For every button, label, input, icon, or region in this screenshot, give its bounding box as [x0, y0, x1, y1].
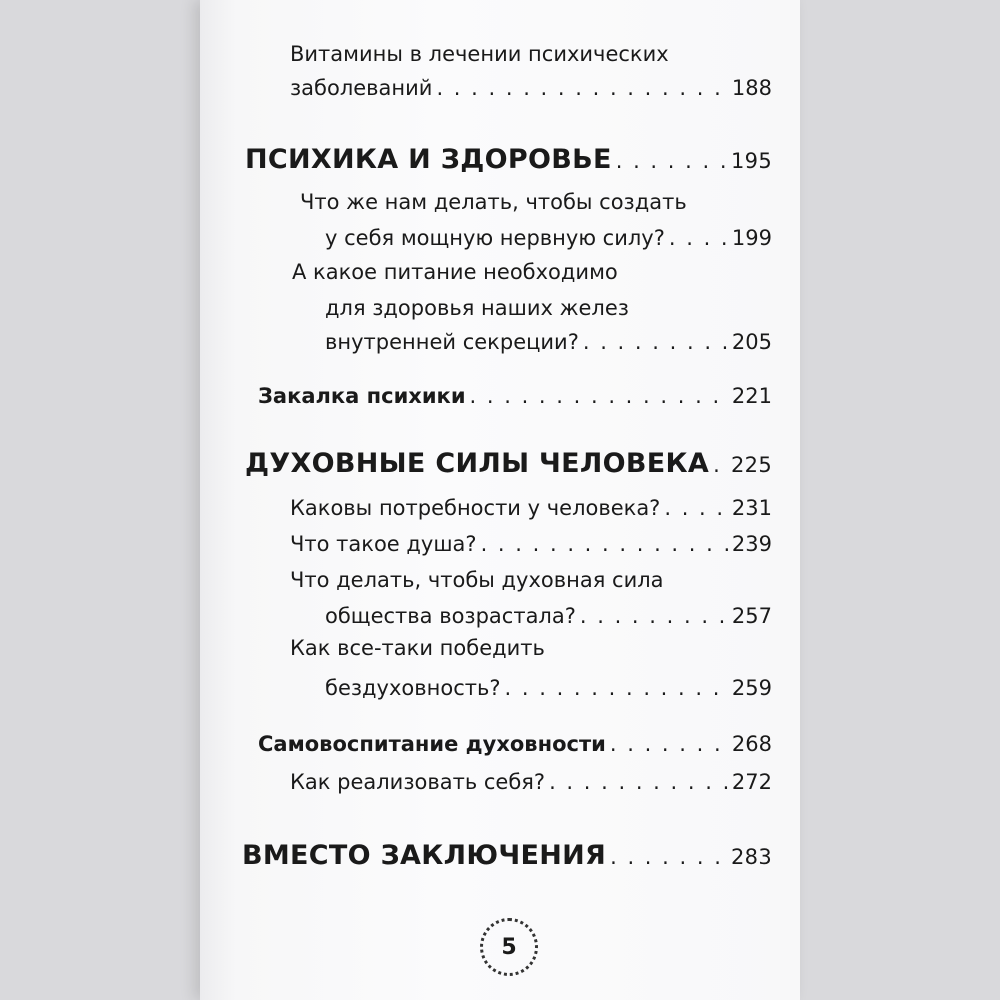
toc-entry	[290, 768, 772, 796]
subsection-title: Закалка психики	[258, 384, 466, 408]
toc-entry	[290, 494, 772, 522]
page-ref: 239	[731, 532, 772, 556]
toc-entry-text: Что же нам делать, чтобы создать	[300, 190, 687, 214]
leader-dots	[505, 674, 728, 702]
leader-dots	[470, 382, 728, 410]
toc-subsection	[258, 382, 772, 410]
page-number-text: 5	[501, 934, 517, 960]
toc-entry-text: заболеваний	[290, 76, 433, 100]
toc-entry-text: Что такое душа?	[290, 532, 477, 556]
toc-subsection	[258, 730, 772, 758]
toc-section	[245, 146, 772, 175]
leader-dots	[669, 224, 728, 252]
leader-dots	[436, 74, 727, 102]
page-ref: 205	[731, 330, 772, 354]
toc-entry	[325, 674, 772, 702]
section-title: ПСИХИКА И ЗДОРОВЬЕ	[245, 144, 612, 175]
page-ref: 257	[731, 604, 772, 628]
toc-entry-text: для здоровья наших желез	[325, 296, 629, 320]
page-ref: 188	[731, 76, 772, 100]
page-ref: 272	[731, 770, 772, 794]
page-ref: 259	[731, 676, 772, 700]
section-title: ВМЕСТО ЗАКЛЮЧЕНИЯ	[242, 840, 607, 871]
page-ref: 231	[731, 496, 772, 520]
leader-dots	[583, 328, 728, 356]
leader-dots	[713, 451, 727, 479]
leader-dots	[481, 530, 728, 558]
leader-dots	[610, 843, 727, 871]
toc-entry-text: Что делать, чтобы духовная сила	[290, 568, 664, 592]
toc-entry-text: общества возрастала?	[325, 604, 576, 628]
toc-entry	[325, 602, 772, 630]
toc-entry	[325, 328, 772, 356]
leader-dots	[610, 730, 728, 758]
page-ref: 221	[731, 384, 772, 408]
toc-entry-text: Как все-таки победить	[290, 636, 545, 660]
page-ref: 195	[731, 149, 772, 173]
leader-dots	[549, 768, 728, 796]
leader-dots	[580, 602, 728, 630]
leader-dots	[664, 494, 728, 522]
section-title: ДУХОВНЫЕ СИЛЫ ЧЕЛОВЕКА	[245, 448, 710, 479]
toc-entry-text: Как реализовать себя?	[290, 770, 546, 794]
page-ref: 199	[731, 226, 772, 250]
page-ref: 268	[731, 732, 772, 756]
page-ref: 283	[731, 845, 772, 869]
toc-entry	[290, 530, 772, 558]
leader-dots	[616, 147, 727, 175]
toc-entry-text: Каковы потребности у человека?	[290, 496, 661, 520]
toc-entry-text: А какое питание необходимо	[292, 260, 618, 284]
toc-entry-text: Витамины в лечении психических	[290, 42, 669, 66]
toc-entry	[290, 74, 772, 102]
book-page	[200, 0, 800, 1000]
toc-entry	[325, 224, 772, 252]
page-ref: 225	[731, 453, 772, 477]
toc-section	[245, 450, 772, 479]
page-number	[480, 918, 538, 976]
toc-entry-text: бездуховность?	[325, 676, 501, 700]
toc-section	[242, 842, 772, 871]
subsection-title: Самовоспитание духовности	[258, 732, 606, 756]
toc-entry-text: у себя мощную нервную силу?	[325, 226, 665, 250]
toc-entry-text: внутренней секреции?	[325, 330, 579, 354]
